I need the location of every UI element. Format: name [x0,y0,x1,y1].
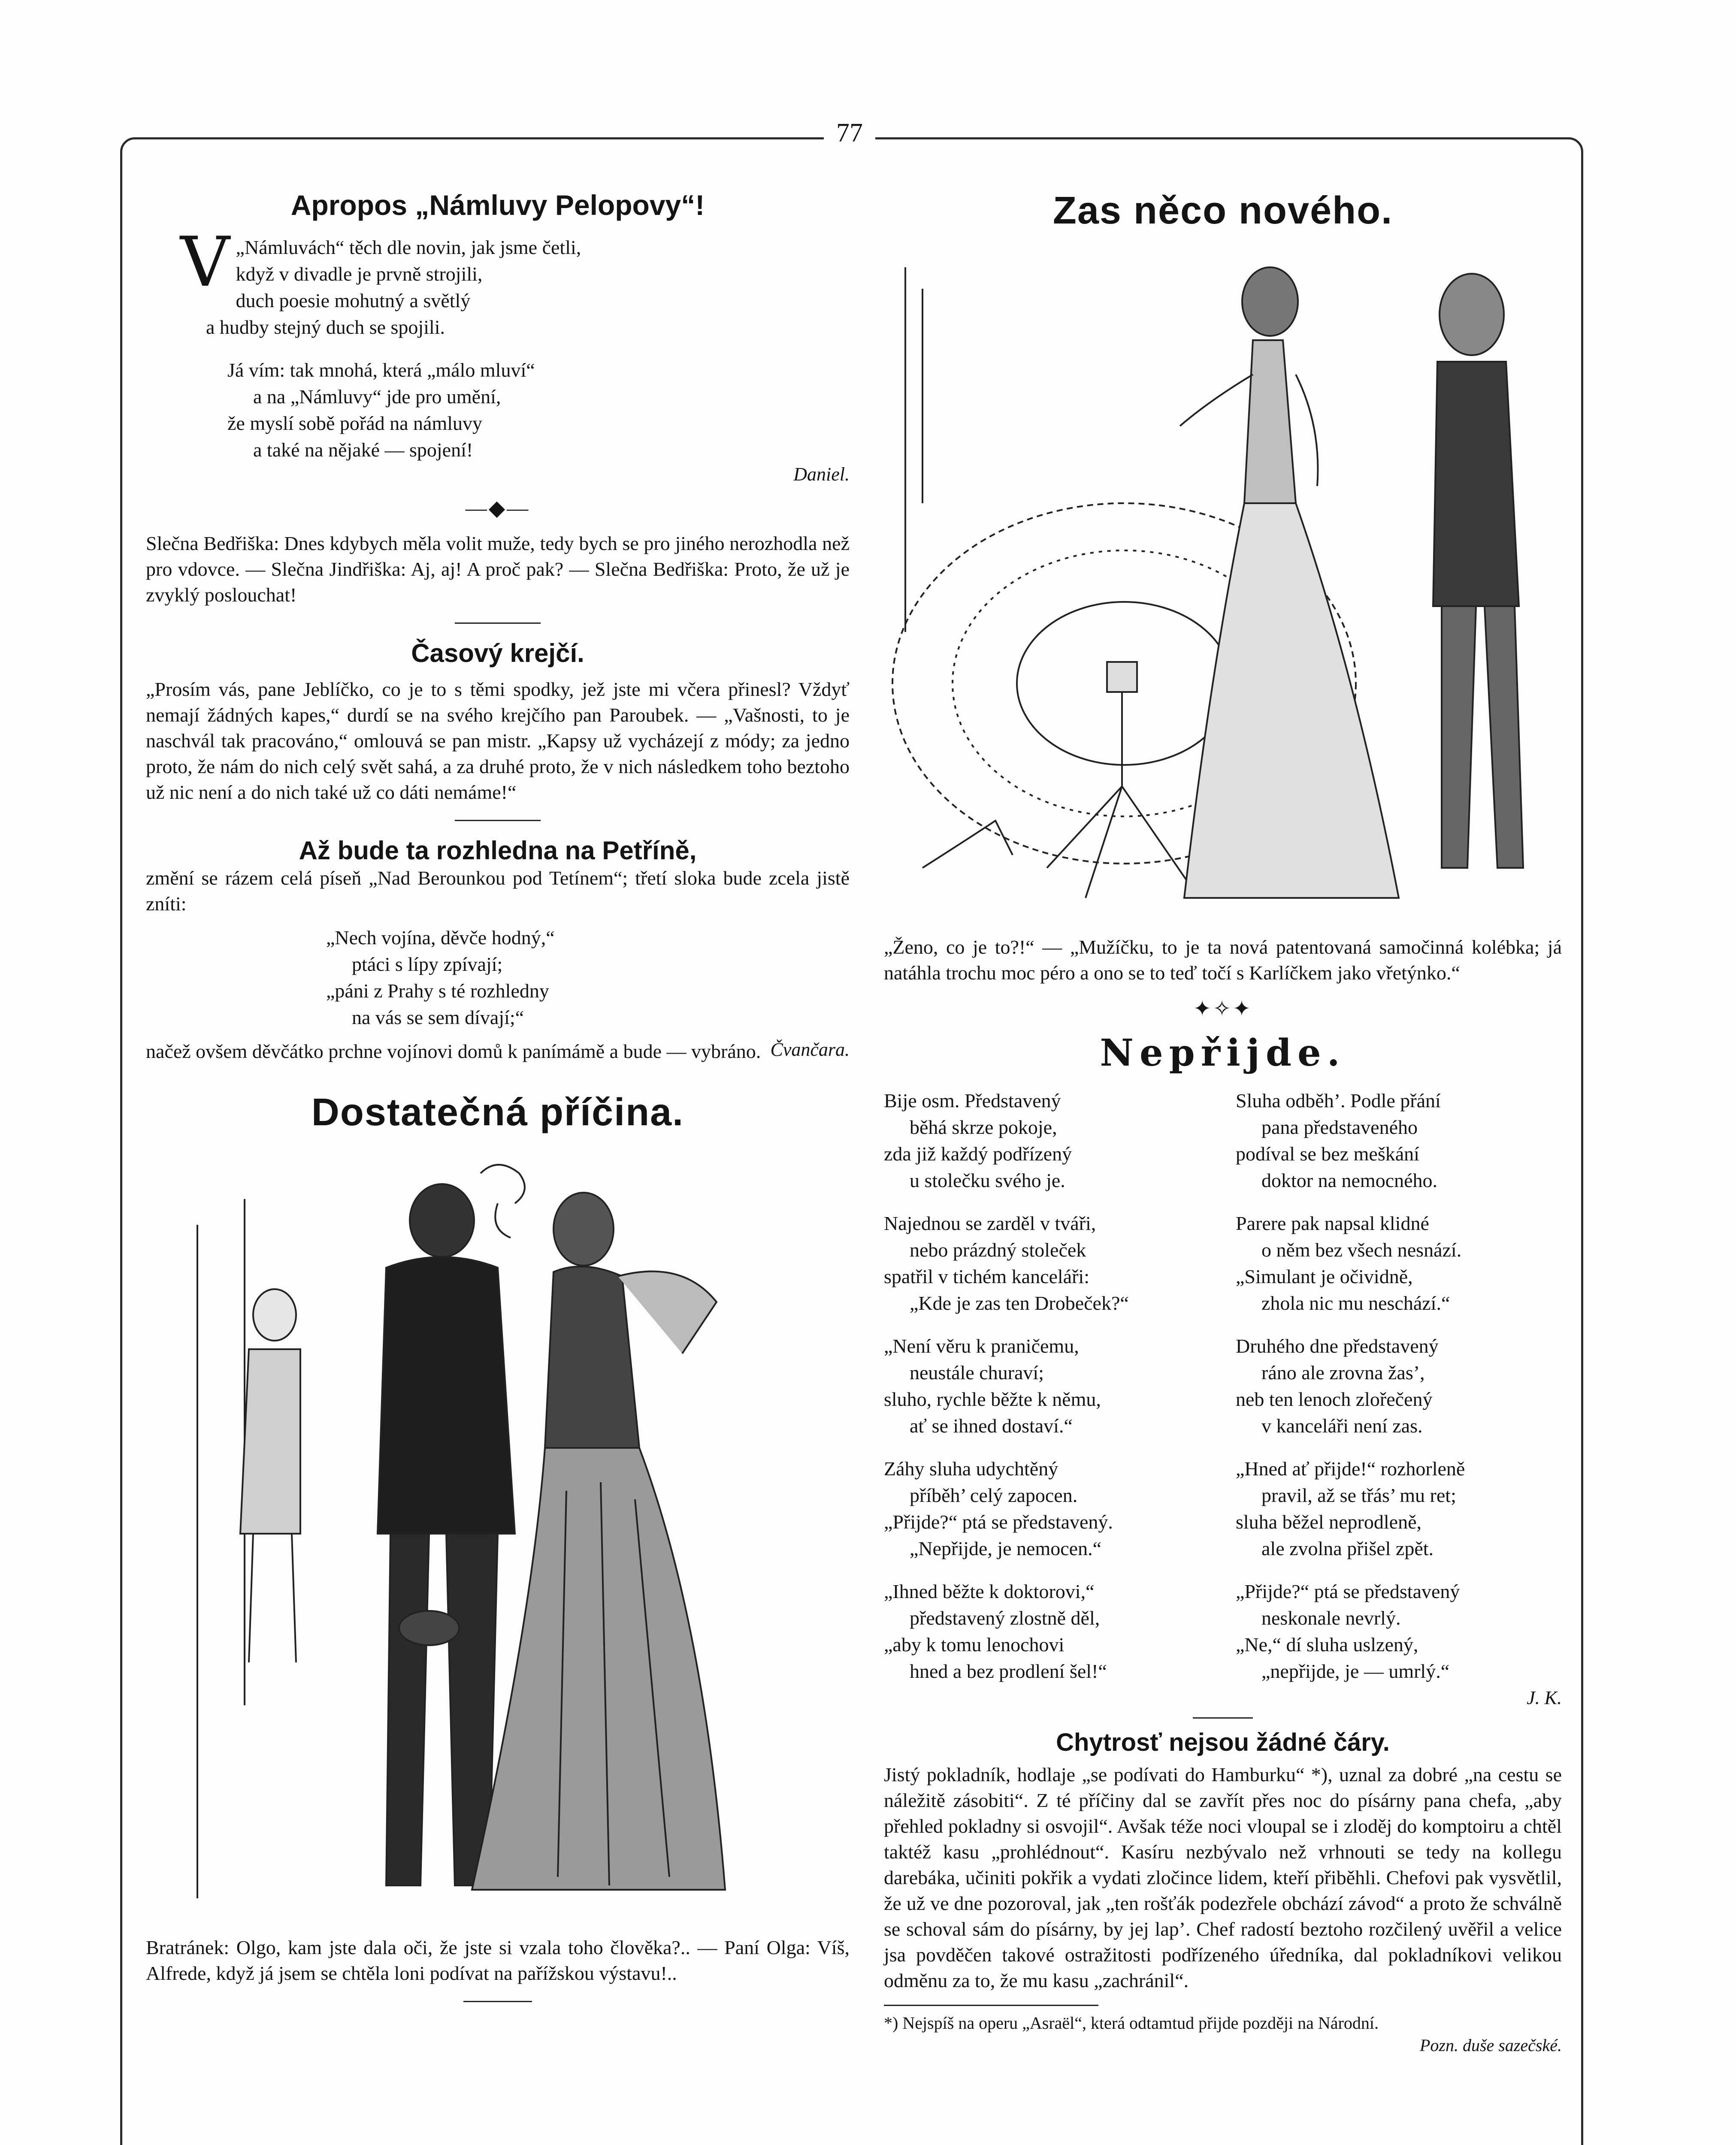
ornament-divider: ✦✧✦ [1193,997,1252,1021]
verse-line: „Přijde?“ ptá se představený [1236,1580,1460,1602]
verse-line: ráno ale zrovna žas’, [1261,1362,1425,1384]
verse-line: o něm bez všech nesnází. [1261,1239,1462,1261]
noveho-caption: „Ženo, co je to?!“ — „Mužíčku, to je ta nová patentovaná samočinná kolébka; já natáhla trochu moc péro a ono se to teď točí s Karlíčkem jako vřetýnko.“ [884,936,1562,984]
verse-line: běhá skrze pokoje, [910,1116,1057,1138]
verse-line: ptáci s lípy zpívají; [352,953,503,975]
spinning-cradle-illustration [884,246,1545,919]
verse-line: „Nech vojína, děvče hodný,“ [326,927,555,949]
verse-line: „nepřijde, je — umrlý.“ [1261,1660,1450,1682]
verse-line: „Není věru k praničemu, [884,1335,1079,1357]
verse-line: představený zlostně děl, [910,1607,1100,1629]
apropos-stanza-2 [180,357,850,463]
verse-line: sluha běžel neprodleně, [1236,1511,1421,1533]
footnote-rule [884,2005,1098,2006]
neprijde-poem [884,1088,1562,1711]
stanza [884,1578,1210,1685]
verse-line: Druhého dne představený [1236,1335,1439,1357]
verse-line: spatřil v tichém kanceláři: [884,1266,1089,1287]
verse-line: neskonale nevrlý. [1261,1607,1401,1629]
stanza [1236,1456,1562,1562]
apropos-stanza-1 [180,222,850,341]
stanza [884,1333,1210,1439]
verse-line: Já vím: tak mnohá, která „málo mluví“ [227,359,535,381]
stanza [884,1456,1210,1562]
petrin-verse [146,924,850,1031]
verse-line: Záhy sluha udychtěný [884,1458,1059,1480]
verse-line: „Ihned běžte k doktorovi,“ [884,1580,1095,1602]
krejci-text: „Prosím vás, pane Jeblíčko, co je to s těmi spodky, jež jste mi včera přinesl? Vždyť nemají žádných kapes,“ durdí se na svého krejčího pan Paroubek. — „Vašnosti, to je naschvál tak pracováno,“ omlouvá se pan mistr. „Kapsy už vycházejí z módy; za jedno proto, že nám do nich celý svět sahá, a za druhé proto, že v nich následkem toho beztoho už nic není a do nich také už co dáti nemáme!“ [146,678,850,803]
apropos-poem [146,222,850,485]
verse-line: „páni z Prahy s té rozhledny [326,980,549,1002]
apropos-title: Apropos „Námluvy Pelopovy“! [290,189,705,221]
verse-line: že myslí sobě pořád na námluvy [227,412,483,434]
chytrost-title: Chytrosť nejsou žádné čáry. [1056,1728,1390,1756]
neprijde-title: Nepřijde. [1100,1031,1346,1075]
verse-line: „Kde je zas ten Drobeček?“ [910,1292,1129,1314]
divider [455,820,541,821]
pricina-caption: Bratránek: Olgo, kam jste dala oči, že jste si vzala toho člověka?.. — Paní Olga: Víš, Alfrede, když já jsem se chtěla loni podívat na pařížskou výstavu!.. [146,1937,850,1984]
verse-line: nebo prázdný stoleček [910,1239,1086,1261]
verse-line: neustále churaví; [910,1362,1044,1384]
verse-line: „Simulant je očividně, [1236,1266,1413,1287]
verse-line: v kanceláři není zas. [1261,1415,1423,1437]
verse-line: „Hned ať přijde!“ rozhorleně [1236,1458,1465,1480]
petrin-outro: načež ovšem děvčátko prchne vojínovi domů k panímámě a bude — vybráno. [146,1040,761,1062]
neprijde-left-column [884,1088,1210,1711]
page-number: 77 [824,116,875,150]
slecna-text: Slečna Bedřiška: Dnes kdybych měla volit muže, tedy bych se pro jiného nerozhodla než pro vdovce. — Slečna Jindřiška: Aj, aj! A proč pak? — Slečna Bedřiška: Proto, že už je zvyklý poslouchat! [146,532,850,606]
chytrost-text: Jistý pokladník, hodlaje „se podívati do Hamburku“ *), uznal za dobré „na cestu se náležitě zásobiti“. Z té příčiny dal se zavřít přes noc do písárny pana chefa, „aby přehled pokladny si osvojil“. Avšak téže noci vloupal se i zloděj do komptoiru a chtěl taktéž kasu „prohlédnout“. Kasíru nezbývalo než vrhnouti se tedy na kollegu darebáka, učiniti pokřik a vydati zločince lidem, kteří přiběhli. Chefovi pak vysvětlil, že už ve dne pozoroval, jak „ten rošťák podezřele obchází závod“ a proto že schválně se schoval sám do písárny, by jej lap’. Chef radostí beztoho rozčilený uvěřil a velice jsa povděčen takové ostražitosti podřízeného úředníka, dal pokladníkovi velikou odměnu za to, že mu kasu „zachránil“. [884,1764,1562,1991]
verse-line: „Nepřijde, je nemocen.“ [910,1538,1101,1559]
footnote: *) Nejspíš na operu „Asraël“, která odtamtud přijde později na Národní. [884,2013,1379,2033]
verse-line: duch poesie mohutný a světlý [236,290,471,311]
stanza [1236,1333,1562,1439]
verse-line: a také na nějaké — spojení! [253,439,473,461]
verse-line: sluho, rychle běžte k němu, [884,1388,1101,1410]
krejci-title: Časový krejčí. [411,639,584,668]
verse-line: ať se ihned dostaví.“ [910,1415,1073,1437]
neprijde-right-column [1236,1088,1562,1711]
stanza [1236,1578,1562,1685]
stanza [1236,1210,1562,1317]
dancing-couple-illustration [146,1148,789,1920]
verse-line: Parere pak napsal klidné [1236,1212,1429,1234]
verse-line: pana představeného [1261,1116,1418,1138]
verse-line: podíval se bez meškání [1236,1143,1419,1165]
divider [1193,1717,1253,1719]
divider [455,622,541,624]
stanza [1236,1088,1562,1194]
verse-line: zda již každý podřízený [884,1143,1072,1165]
verse-line: Najednou se zarděl v tváři, [884,1212,1096,1234]
stanza [884,1088,1210,1194]
stanza [884,1210,1210,1317]
apropos-signature: Daniel. [793,464,850,485]
divider [463,2001,532,2002]
verse-line: a hudby stejný duch se spojili. [206,316,445,338]
verse-line: pravil, až se třás’ mu ret; [1261,1484,1456,1506]
right-column [884,189,1562,2057]
footnote-signature: Pozn. duše sazečské. [1419,2036,1562,2055]
pricina-title: Dostatečná příčina. [311,1091,684,1134]
ornament-divider: —◆— [465,496,530,520]
verse-line: doktor na nemocného. [1261,1169,1438,1191]
verse-line: „Přijde?“ ptá se představený. [884,1511,1113,1533]
verse-line: a na „Námluvy“ jde pro umění, [253,386,501,408]
verse-line: příběh’ celý zapocen. [910,1484,1078,1506]
petrin-intro: změní se rázem celá píseň „Nad Berounkou pod Tetínem“; třetí sloka bude zcela jistě zníti: [146,867,850,915]
verse-line: Sluha odběh’. Podle přání [1236,1090,1441,1112]
verse-line: když v divadle je prvně strojili, [236,263,483,285]
verse-line: „Ne,“ dí sluha uslzený, [1236,1634,1418,1656]
verse-line: zhola nic mu neschází.“ [1261,1292,1450,1314]
petrin-signature: Čvančara. [770,1039,850,1060]
noveho-title: Zas něco nového. [1052,189,1393,232]
verse-line: „Námluvách“ těch dle novin, jak jsme četli, [236,236,581,258]
verse-line: ale zvolna přišel zpět. [1261,1538,1434,1559]
verse-line: Bije osm. Představený [884,1090,1061,1112]
verse-line: „aby k tomu lenochovi [884,1634,1065,1656]
left-column [146,189,850,2017]
verse-line: u stolečku svého je. [910,1169,1065,1191]
apropos-dropcap: V [180,222,230,302]
petrin-title: Až bude ta rozhledna na Petříně, [299,836,697,865]
neprijde-signature: J. K. [1527,1687,1562,1708]
verse-line: na vás se sem dívají;“ [352,1006,524,1028]
verse-line: hned a bez prodlení šel!“ [910,1660,1107,1682]
verse-line: neb ten lenoch zlořečený [1236,1388,1433,1410]
